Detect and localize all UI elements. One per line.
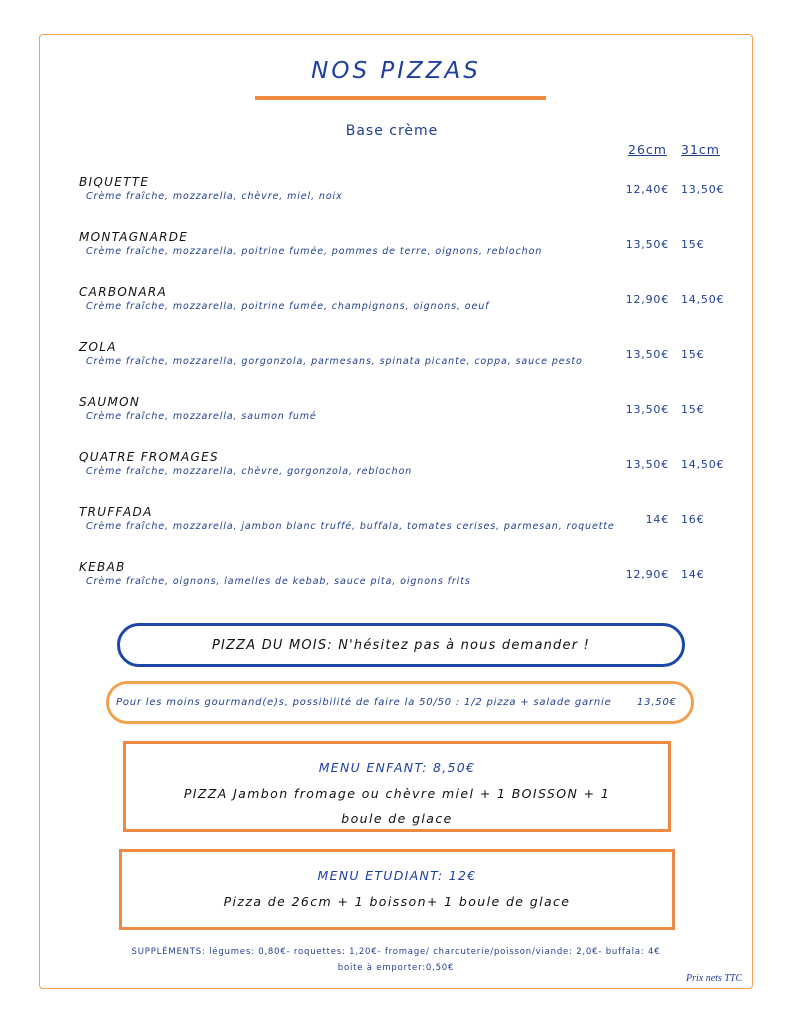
- pizza-name: BIQUETTE: [79, 175, 150, 189]
- takeaway-box-price: boite à emporter:0,50€: [337, 963, 455, 973]
- pizza-du-mois-text: PIZZA DU MOIS: N'hésitez pas à nous demander !: [211, 637, 590, 653]
- pizza-item: [79, 450, 739, 490]
- section-title: Base crème: [345, 123, 439, 139]
- pizza-item: [79, 560, 739, 600]
- menu-enfant-body: PIZZA Jambon fromage ou chèvre miel + 1 BOISSON + 1 boule de glace: [183, 786, 611, 826]
- pizza-ingredients: Crème fraîche, mozzarella, poitrine fumée, champignons, oignons, oeuf: [86, 301, 490, 312]
- half-half-banner: [106, 681, 694, 724]
- pizza-name: MONTAGNARDE: [79, 230, 189, 244]
- price-31cm: 13,50€: [681, 183, 725, 196]
- price-31cm: 16€: [681, 513, 705, 526]
- half-half-text: Pour les moins gourmand(e)s, possibilité de faire la 50/50 : 1/2 pizza + salade garnie: [116, 697, 612, 708]
- pizza-ingredients: Crème fraîche, mozzarella, chèvre, gorgonzola, reblochon: [86, 466, 413, 477]
- price-26cm: 14€: [645, 513, 669, 526]
- menu-etudiant-title: MENU ETUDIANT: 12€: [317, 868, 477, 883]
- pizza-ingredients: Crème fraîche, mozzarella, saumon fumé: [86, 411, 317, 422]
- price-31cm: 15€: [681, 348, 705, 361]
- price-26cm: 13,50€: [625, 348, 669, 361]
- price-31cm: 15€: [681, 238, 705, 251]
- pizza-name: TRUFFADA: [79, 505, 153, 519]
- price-31cm: 14,50€: [681, 458, 725, 471]
- pizza-ingredients: Crème fraîche, mozzarella, chèvre, miel, noix: [86, 191, 343, 202]
- half-half-price: 13,50€: [637, 697, 677, 708]
- price-31cm: 14€: [681, 568, 705, 581]
- supplements: SUPPLÉMENTS: légumes: 0,80€- roquettes: 1,20€- fromage/ charcuterie/poisson/viande: 2,0€- buffala: 4€: [131, 947, 661, 957]
- price-26cm: 13,50€: [625, 403, 669, 416]
- page-title: NOS PIZZAS: [311, 58, 481, 84]
- price-31cm: 14,50€: [681, 293, 725, 306]
- menu-etudiant-body: Pizza de 26cm + 1 boisson+ 1 boule de glace: [223, 894, 571, 909]
- pizza-name: KEBAB: [79, 560, 126, 574]
- pizza-item: [79, 395, 739, 435]
- pizza-item: [79, 505, 739, 545]
- pizza-item: [79, 175, 739, 215]
- title-underline: [255, 96, 546, 100]
- pizza-ingredients: Crème fraîche, mozzarella, jambon blanc truffé, buffala, tomates cerises, parmesan, roquette: [86, 521, 615, 532]
- pizza-name: ZOLA: [79, 340, 117, 354]
- price-31cm: 15€: [681, 403, 705, 416]
- pizza-item: [79, 285, 739, 325]
- menu-etudiant-box: [119, 849, 675, 930]
- pizza-name: CARBONARA: [79, 285, 168, 299]
- pizza-name: SAUMON: [79, 395, 141, 409]
- pizza-item: [79, 230, 739, 270]
- size-header-26: 26cm: [628, 142, 667, 157]
- menu-enfant-title: MENU ENFANT: 8,50€: [318, 760, 476, 775]
- prices-note: Prix nets TTC: [686, 973, 743, 984]
- price-26cm: 13,50€: [625, 238, 669, 251]
- pizza-ingredients: Crème fraîche, mozzarella, gorgonzola, parmesans, spinata picante, coppa, sauce pesto: [86, 356, 583, 367]
- pizza-du-mois-banner: [117, 623, 685, 667]
- price-26cm: 12,90€: [625, 293, 669, 306]
- price-26cm: 12,40€: [625, 183, 669, 196]
- price-26cm: 12,90€: [625, 568, 669, 581]
- pizza-ingredients: Crème fraîche, mozzarella, poitrine fumée, pommes de terre, oignons, reblochon: [86, 246, 543, 257]
- pizza-ingredients: Crème fraîche, oignons, lamelles de kebab, sauce pita, oignons frits: [86, 576, 471, 587]
- menu-enfant-box: [123, 741, 671, 832]
- size-header-31: 31cm: [681, 142, 720, 157]
- pizza-item: [79, 340, 739, 380]
- price-26cm: 13,50€: [625, 458, 669, 471]
- pizza-name: QUATRE FROMAGES: [79, 450, 219, 464]
